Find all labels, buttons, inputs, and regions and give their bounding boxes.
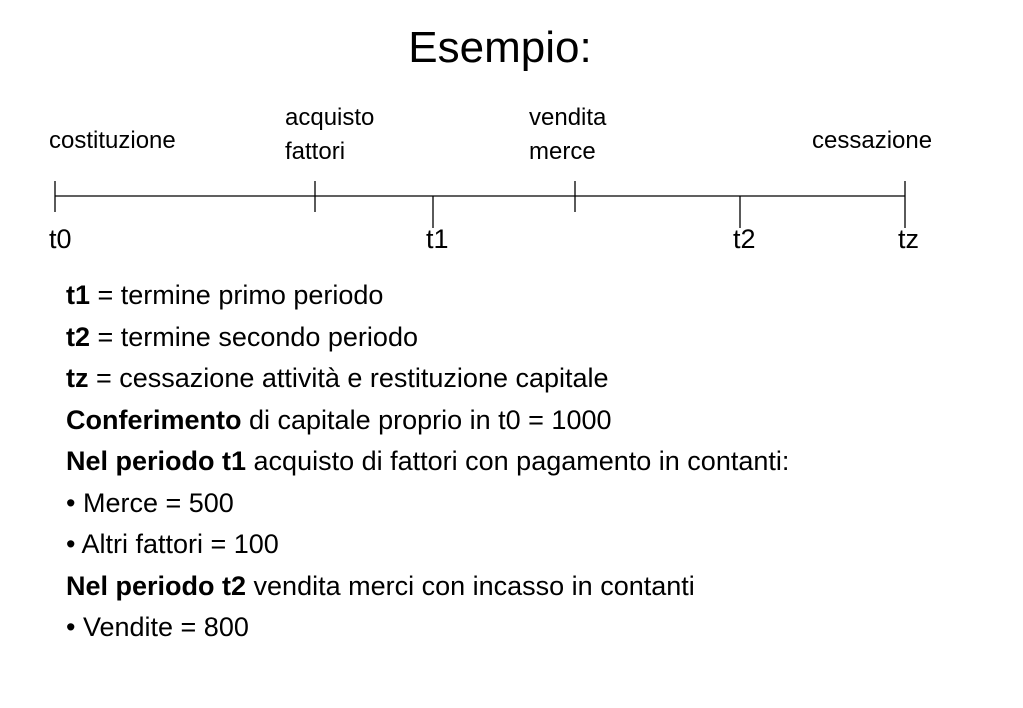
definition-text: di capitale proprio in t0 = 1000 (241, 404, 612, 435)
example-description (66, 275, 1006, 649)
tick-label-t2: t2 (733, 224, 756, 254)
event-label-acquisto-fattori: acquisto fattori (285, 104, 375, 165)
definition-text: vendita merci con incasso in contanti (246, 570, 695, 601)
event-label-cessazione: cessazione (812, 127, 933, 154)
slide-title: Esempio: (408, 23, 592, 72)
periodo-t2-line (66, 566, 1006, 608)
definition-text: = cessazione attività e restituzione capitale (88, 363, 609, 393)
definition-text: = termine secondo periodo (90, 321, 418, 352)
bullet-vendite (66, 607, 1006, 649)
definition-text: acquisto di fattori con pagamento in contanti: (246, 446, 790, 476)
definition-term: tz (66, 363, 89, 393)
event-label-costituzione: costituzione (49, 127, 176, 154)
definition-term: Conferimento (66, 404, 242, 435)
bullet-merce (66, 483, 1006, 525)
definition-tz (66, 358, 1006, 400)
definition-term: Nel periodo t2 (66, 570, 247, 601)
definition-t1 (66, 275, 1006, 317)
definition-text: = termine primo periodo (90, 280, 384, 310)
bullet-text: • Merce = 500 (66, 487, 234, 518)
tick-label-tz: tz (898, 224, 920, 254)
periodo-t1-line (66, 441, 1006, 483)
definition-term: t1 (66, 280, 91, 310)
tick-label-t1: t1 (426, 224, 449, 254)
bullet-text: • Vendite = 800 (66, 612, 249, 642)
definition-term: Nel periodo t1 (66, 446, 247, 476)
conferimento-line (66, 400, 1006, 442)
event-label-vendita-merce: vendita merce (529, 104, 607, 165)
definition-t2 (66, 317, 1006, 359)
definition-term: t2 (66, 321, 91, 352)
bullet-text: • Altri fattori = 100 (66, 529, 279, 559)
bullet-altri-fattori (66, 524, 1006, 566)
tick-label-t0: t0 (49, 224, 72, 254)
